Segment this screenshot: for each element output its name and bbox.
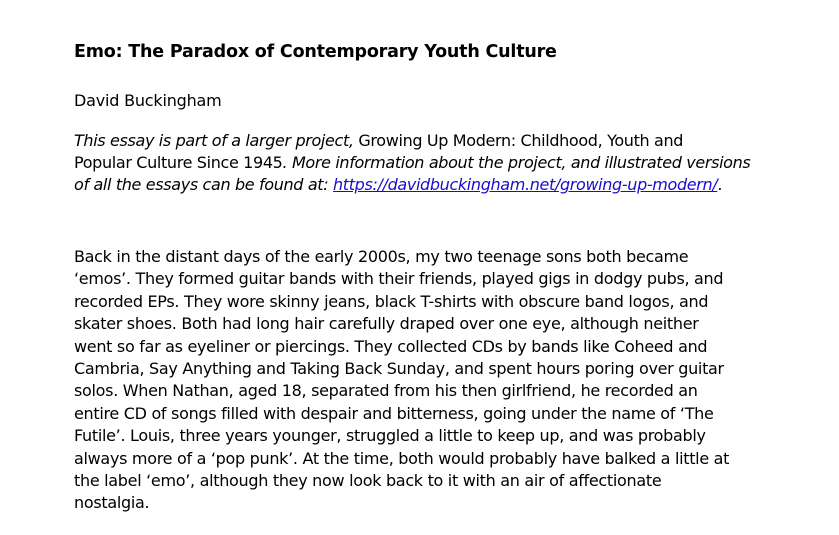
paragraph-line: always more of a ‘pop punk’. At the time, both would probably have balked a little at <box>74 448 730 468</box>
essay-paragraph <box>74 246 794 515</box>
document-page <box>74 40 794 515</box>
project-note <box>74 130 794 196</box>
project-link[interactable]: https://davidbuckingham.net/growing-up-modern/ <box>333 175 718 194</box>
paragraph-line: the label ‘emo’, although they now look back to it with an air of affectionate <box>74 471 662 491</box>
note-line-3 <box>74 174 794 196</box>
paragraph-line: skater shoes. Both had long hair carefully draped over one eye, although neither <box>74 314 699 334</box>
paragraph-line: ‘emos’. They formed guitar bands with their friends, played gigs in dodgy pubs, and <box>74 269 724 289</box>
paragraph-line: Cambria, Say Anything and Taking Back Sunday, and spent hours poring over guitar <box>74 359 724 379</box>
paragraph-line: solos. When Nathan, aged 18, separated from his then girlfriend, he recorded an <box>74 381 698 401</box>
note-book-title-part-2: Popular Culture Since 1945 <box>74 153 283 172</box>
note-line-1 <box>74 130 794 152</box>
paragraph-line: entire CD of songs filled with despair and bitterness, going under the name of ‘The <box>74 403 714 423</box>
paragraph-line: Back in the distant days of the early 2000s, my two teenage sons both became <box>74 247 689 266</box>
note-line-2 <box>74 152 794 174</box>
paragraph-line: Futile’. Louis, three years younger, struggled a little to keep up, and was probably <box>74 426 706 446</box>
author-name: David Buckingham <box>74 91 222 110</box>
note-line-3-italic: of all the essays can be found at: <box>74 175 334 194</box>
document-title: Emo: The Paradox of Contemporary Youth Culture <box>74 42 557 62</box>
paragraph-line: nostalgia. <box>74 493 150 513</box>
paragraph-line: went so far as eyeliner or piercings. They collected CDs by bands like Coheed and <box>74 336 708 356</box>
note-book-title-part-1: Growing Up Modern: Childhood, Youth and <box>358 131 684 150</box>
paragraph-line: recorded EPs. They wore skinny jeans, black T-shirts with obscure band logos, and <box>74 291 709 311</box>
note-line-1-italic: This essay is part of a larger project, <box>74 131 359 150</box>
note-line-2-italic: . More information about the project, and illustrated versions <box>282 153 751 172</box>
note-line-3-end: . <box>717 175 723 194</box>
